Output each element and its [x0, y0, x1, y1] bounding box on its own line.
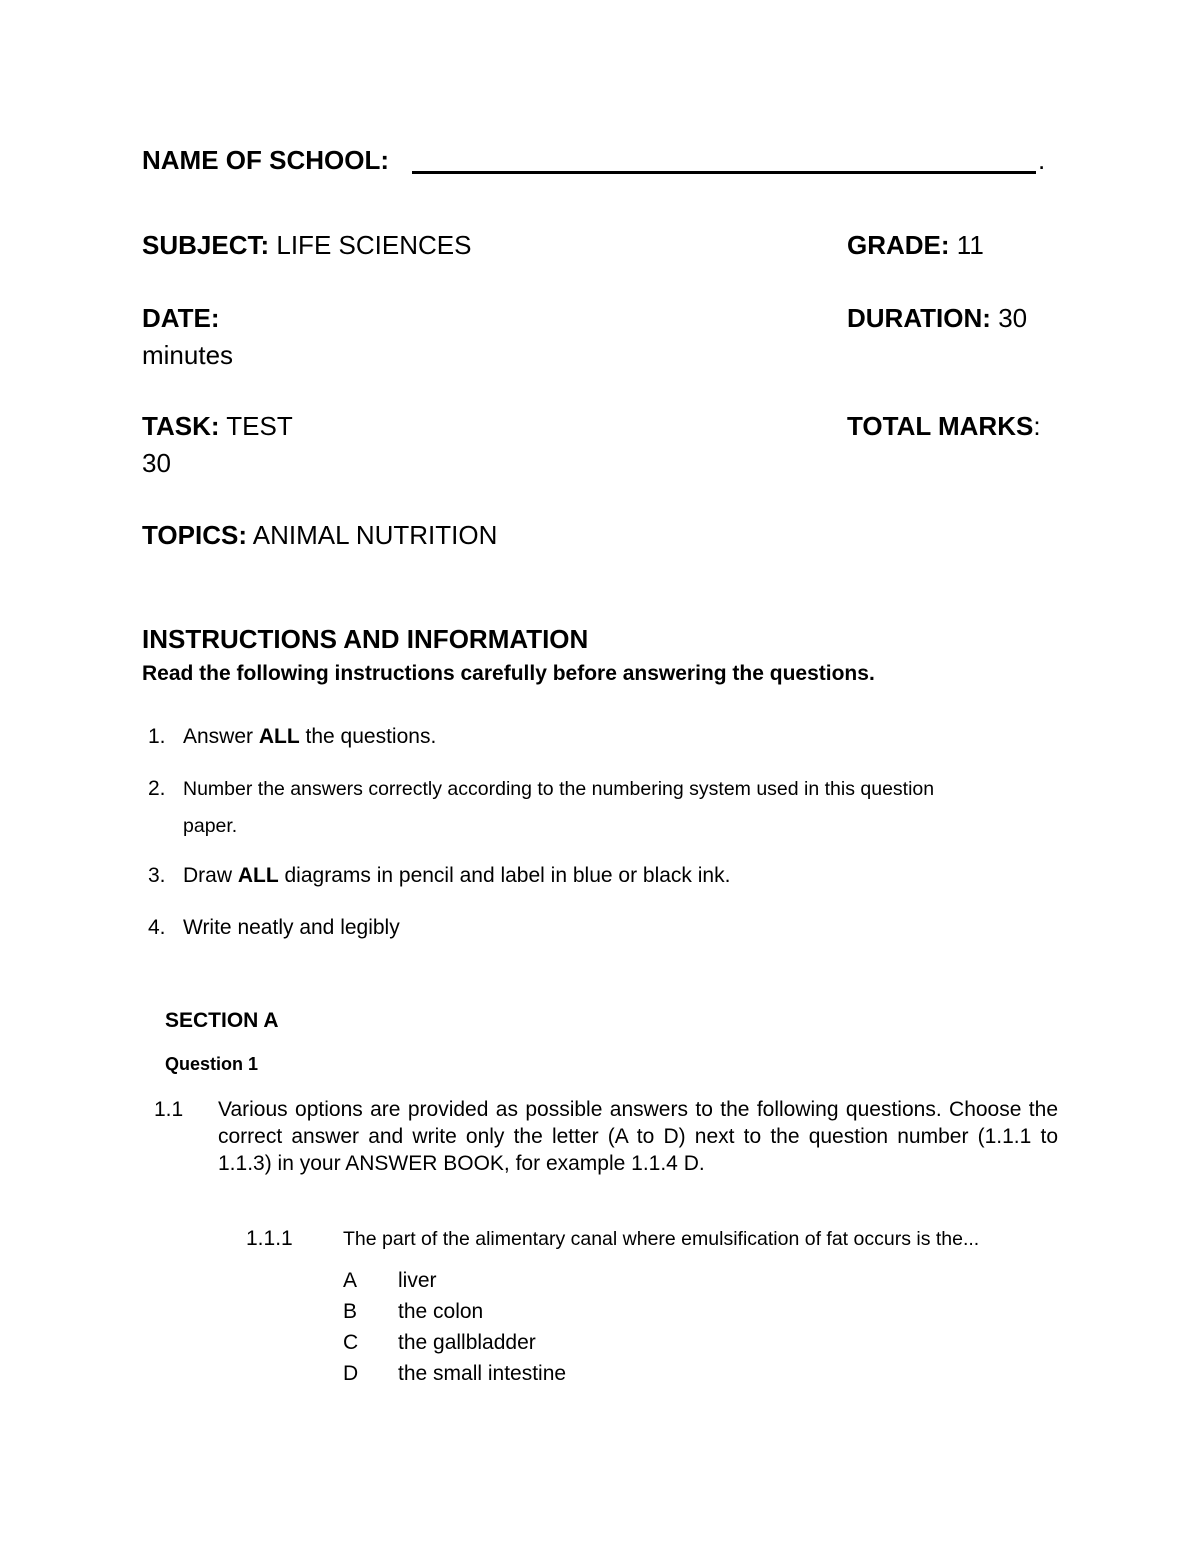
instruction-1-number: 1.	[148, 725, 166, 748]
question-1-1-text: Various options are provided as possible answers to the following questions. Choose the correct answer and write only the letter (A to D) next to the question number (1.1.1 to 1.1.3) in your ANSWER BOOK, for example 1.1.4 D.	[218, 1098, 1058, 1175]
option-c-letter: C	[343, 1331, 359, 1354]
total-marks-row	[847, 411, 1041, 441]
option-d-text: the small intestine	[398, 1362, 567, 1385]
option-b-text: the colon	[398, 1300, 484, 1323]
total-marks-label: TOTAL MARKS	[847, 411, 1034, 441]
instruction-1-pre: Answer	[183, 725, 259, 748]
question-1-1-1-number: 1.1.1	[246, 1227, 293, 1250]
instruction-3-bold: ALL	[237, 864, 279, 887]
option-d-letter: D	[343, 1362, 359, 1385]
instruction-3-number: 3.	[148, 864, 166, 887]
duration-row	[847, 303, 1027, 333]
duration-label: DURATION:	[847, 303, 991, 333]
grade-row	[847, 230, 984, 260]
option-c-text: the gallbladder	[398, 1331, 536, 1354]
instruction-4: Write neatly and legibly	[183, 916, 400, 939]
grade-label: GRADE:	[847, 230, 950, 260]
topics-value: ANIMAL NUTRITION	[252, 520, 498, 550]
total-marks-colon: :	[1033, 411, 1041, 441]
instructions-title: INSTRUCTIONS AND INFORMATION	[142, 624, 589, 654]
grade-value: 11	[956, 230, 984, 260]
date-label: DATE:	[142, 303, 220, 333]
task-value: TEST	[226, 411, 293, 441]
total-marks-value: 30	[142, 448, 171, 478]
question-1-1-number: 1.1	[154, 1098, 184, 1121]
instruction-1	[183, 724, 436, 750]
instruction-3-post: diagrams in pencil and label in blue or black ink.	[278, 864, 731, 887]
duration-value: 30	[998, 303, 1028, 333]
instruction-3-pre: Draw	[183, 864, 238, 887]
instruction-2-number: 2.	[148, 777, 166, 800]
option-a-text: liver	[398, 1269, 437, 1292]
topics-label: TOPICS:	[142, 520, 247, 550]
topics-row	[142, 520, 497, 550]
option-b-letter: B	[343, 1300, 358, 1323]
instruction-2-line2: paper.	[183, 815, 238, 837]
instruction-4-number: 4.	[148, 916, 166, 939]
section-title: SECTION A	[165, 1009, 279, 1032]
question-1-1-1-text: The part of the alimentary canal where emulsification of fat occurs is the...	[343, 1228, 980, 1250]
school-label: NAME OF SCHOOL:	[142, 145, 389, 175]
subject-row	[142, 230, 471, 260]
subject-label: SUBJECT:	[142, 230, 270, 260]
instruction-1-post: the questions.	[299, 725, 437, 748]
task-row	[142, 411, 293, 441]
subject-value: LIFE SCIENCES	[276, 230, 472, 260]
instructions-subtitle: Read the following instructions carefully before answering the questions.	[142, 662, 875, 685]
instruction-2-line1: Number the answers correctly according to the numbering system used in this question	[183, 778, 935, 800]
school-line-end: .	[1038, 145, 1046, 175]
instruction-1-bold: ALL	[258, 725, 300, 748]
school-name-blank	[412, 171, 1036, 174]
question-title: Question 1	[165, 1054, 259, 1074]
option-a-letter: A	[343, 1269, 358, 1292]
duration-unit: minutes	[142, 340, 234, 370]
task-label: TASK:	[142, 411, 220, 441]
instruction-3	[183, 863, 730, 889]
